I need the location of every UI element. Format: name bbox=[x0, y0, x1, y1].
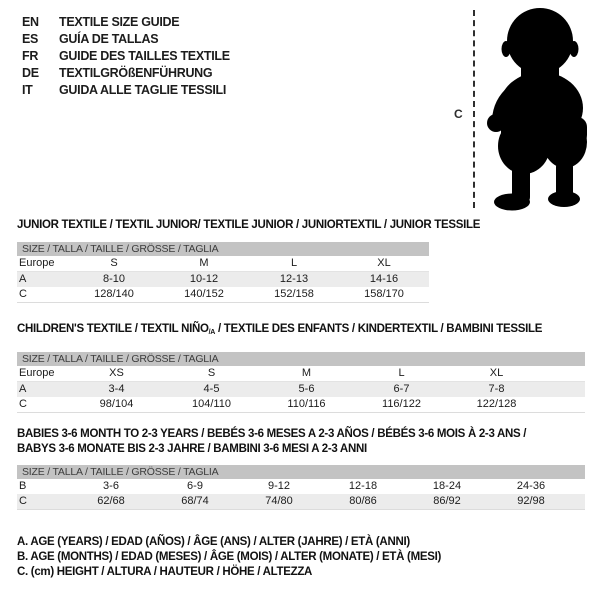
value-cell: 140/152 bbox=[184, 288, 224, 300]
value-cell: 98/104 bbox=[99, 398, 134, 410]
babies-size-table bbox=[17, 465, 585, 510]
language-code: EN bbox=[22, 14, 39, 29]
legend-line-c: C. (cm) HEIGHT / ALTURA / HAUTEUR / HÖHE / ALTEZZA bbox=[17, 566, 313, 578]
children-section-title bbox=[17, 323, 542, 335]
size-cell: L bbox=[398, 367, 405, 379]
size-cell: XL bbox=[377, 257, 391, 269]
value-cell: 4-5 bbox=[203, 383, 220, 395]
babies-title-line1: BABIES 3-6 MONTH TO 2-3 YEARS / BEBÉS 3-6 MESES A 2-3 AÑOS / BÉBÉS 3-6 MOIS À 2-3 ANS / bbox=[17, 428, 527, 440]
language-code: ES bbox=[22, 31, 39, 46]
children-size-table bbox=[17, 352, 585, 413]
language-row-en bbox=[22, 13, 230, 30]
junior-europe-row bbox=[17, 256, 429, 272]
value-cell: 62/68 bbox=[97, 495, 125, 507]
language-label: TEXTILE SIZE GUIDE bbox=[59, 14, 180, 29]
value-cell: 3-6 bbox=[103, 480, 119, 492]
value-cell: 104/110 bbox=[192, 398, 231, 410]
value-cell: 152/158 bbox=[274, 288, 314, 300]
children-europe-row bbox=[17, 366, 585, 382]
babies-title-line2: BABYS 3-6 MONATE BIS 2-3 JAHRE / BAMBINI 3-6 MESI A 2-3 ANNI bbox=[17, 443, 367, 455]
size-cell: M bbox=[301, 367, 312, 379]
value-cell: 110/116 bbox=[287, 398, 326, 410]
junior-section-title: JUNIOR TEXTILE / TEXTIL JUNIOR/ TEXTILE JUNIOR / JUNIORTEXTIL / JUNIOR TESSILE bbox=[17, 219, 481, 231]
children-age-row bbox=[17, 382, 585, 397]
children-title-post: / TEXTILE DES ENFANTS / KINDERTEXTIL / BAMBINI TESSILE bbox=[215, 323, 543, 335]
height-measure-label: C bbox=[454, 107, 463, 121]
size-cell: XL bbox=[489, 367, 504, 379]
legend-line-a: A. AGE (YEARS) / EDAD (AÑOS) / ÂGE (ANS) / ALTER (JAHRE) / ETÀ (ANNI) bbox=[17, 536, 410, 548]
value-cell: 80/86 bbox=[349, 495, 377, 507]
value-cell: 18-24 bbox=[432, 480, 462, 492]
value-cell: 6-9 bbox=[187, 480, 203, 492]
language-code: DE bbox=[22, 65, 39, 80]
babies-size-header-bar: SIZE / TALLA / TAILLE / GRÖSSE / TAGLIA bbox=[17, 465, 585, 479]
junior-height-row bbox=[17, 287, 429, 302]
size-cell: L bbox=[290, 257, 298, 269]
language-label: GUÍA DE TALLAS bbox=[59, 31, 159, 46]
row-label: A bbox=[19, 383, 27, 395]
language-row-de bbox=[22, 64, 230, 81]
language-code: IT bbox=[22, 82, 33, 97]
value-cell: 116/122 bbox=[382, 398, 421, 410]
size-cell: XS bbox=[109, 367, 124, 379]
language-row-it bbox=[22, 81, 230, 98]
value-cell: 92/98 bbox=[517, 495, 545, 507]
value-cell: 5-6 bbox=[298, 383, 315, 395]
size-cell: M bbox=[199, 257, 209, 269]
measurement-legend bbox=[17, 535, 441, 580]
legend-line-b: B. AGE (MONTHS) / EDAD (MESES) / ÂGE (MOIS) / ALTER (MONATE) / ETÀ (MESI) bbox=[17, 551, 442, 563]
value-cell: 8-10 bbox=[102, 273, 126, 285]
value-cell: 10-12 bbox=[189, 273, 219, 285]
value-cell: 6-7 bbox=[393, 383, 410, 395]
value-cell: 158/170 bbox=[364, 288, 404, 300]
value-cell: 122/128 bbox=[476, 398, 517, 410]
row-label: A bbox=[19, 273, 27, 285]
value-cell: 14-16 bbox=[369, 273, 399, 285]
value-cell: 74/80 bbox=[265, 495, 293, 507]
value-cell: 7-8 bbox=[488, 383, 505, 395]
value-cell: 24-36 bbox=[516, 480, 546, 492]
row-label: C bbox=[19, 288, 27, 300]
junior-size-header-bar: SIZE / TALLA / TAILLE / GRÖSSE / TAGLIA bbox=[17, 242, 429, 256]
value-cell: 12-18 bbox=[348, 480, 378, 492]
language-row-es bbox=[22, 30, 230, 47]
row-label: C bbox=[19, 398, 27, 410]
children-size-header-bar: SIZE / TALLA / TAILLE / GRÖSSE / TAGLIA bbox=[17, 352, 585, 366]
value-cell: 86/92 bbox=[433, 495, 461, 507]
babies-section-title bbox=[17, 427, 526, 457]
size-cell: S bbox=[110, 257, 118, 269]
value-cell: 68/74 bbox=[181, 495, 209, 507]
row-label: C bbox=[19, 495, 27, 507]
language-code: FR bbox=[22, 48, 39, 63]
language-label: TEXTILGRÖßENFÜHRUNG bbox=[59, 65, 213, 80]
language-label: GUIDA ALLE TAGLIE TESSILI bbox=[59, 82, 227, 97]
children-title-sub: /A bbox=[208, 329, 216, 336]
language-list bbox=[22, 13, 230, 98]
baby-silhouette-icon bbox=[465, 5, 595, 215]
children-height-row bbox=[17, 397, 585, 412]
size-cell: S bbox=[207, 367, 216, 379]
language-label: GUIDE DES TAILLES TEXTILE bbox=[59, 48, 230, 63]
value-cell: 3-4 bbox=[108, 383, 125, 395]
junior-size-table bbox=[17, 242, 429, 303]
row-label: Europe bbox=[19, 257, 55, 269]
row-label: B bbox=[19, 480, 27, 492]
value-cell: 12-13 bbox=[279, 273, 309, 285]
children-title-pre: CHILDREN'S TEXTILE / TEXTIL NIÑO bbox=[17, 323, 209, 335]
babies-age-row bbox=[17, 479, 585, 494]
language-row-fr bbox=[22, 47, 230, 64]
babies-height-row bbox=[17, 494, 585, 509]
value-cell: 128/140 bbox=[94, 288, 134, 300]
value-cell: 9-12 bbox=[267, 480, 291, 492]
row-label: Europe bbox=[19, 367, 55, 379]
junior-age-row bbox=[17, 272, 429, 287]
